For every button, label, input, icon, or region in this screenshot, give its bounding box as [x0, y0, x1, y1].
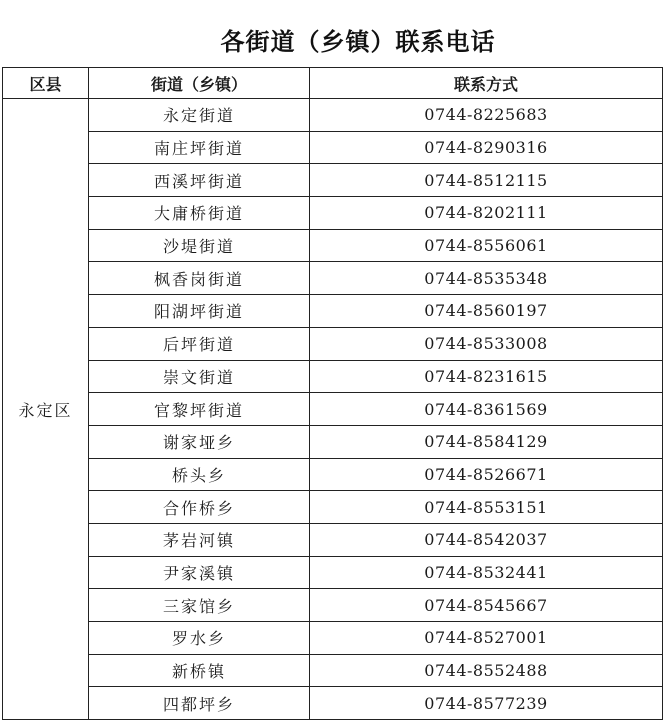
street-cell: 大庸桥街道	[89, 197, 310, 230]
table-row	[3, 229, 663, 262]
phone-cell: 0744-8231615	[310, 360, 663, 393]
phone-cell: 0744-8526671	[310, 458, 663, 491]
phone-cell: 0744-8577239	[310, 687, 663, 720]
street-cell: 谢家垭乡	[89, 425, 310, 458]
phone-cell: 0744-8552488	[310, 654, 663, 687]
phone-cell: 0744-8290316	[310, 131, 663, 164]
street-cell: 官黎坪街道	[89, 393, 310, 426]
phone-cell: 0744-8532441	[310, 556, 663, 589]
table-row	[3, 687, 663, 720]
street-cell: 茅岩河镇	[89, 523, 310, 556]
street-cell: 四都坪乡	[89, 687, 310, 720]
phone-cell: 0744-8202111	[310, 197, 663, 230]
table-row	[3, 262, 663, 295]
table-row	[3, 491, 663, 524]
street-cell: 崇文街道	[89, 360, 310, 393]
street-cell: 尹家溪镇	[89, 556, 310, 589]
table-row	[3, 589, 663, 622]
table-row	[3, 164, 663, 197]
table-header-row	[3, 68, 663, 99]
header-contact: 联系方式	[310, 68, 663, 99]
page-title: 各街道（乡镇）联系电话	[220, 28, 496, 56]
street-cell: 永定街道	[89, 99, 310, 132]
phone-cell: 0744-8527001	[310, 622, 663, 655]
table-row	[3, 622, 663, 655]
street-cell: 新桥镇	[89, 654, 310, 687]
table-row	[3, 654, 663, 687]
phone-cell: 0744-8361569	[310, 393, 663, 426]
street-cell: 合作桥乡	[89, 491, 310, 524]
header-district: 区县	[3, 68, 89, 99]
street-cell: 西溪坪街道	[89, 164, 310, 197]
table-row	[3, 99, 663, 132]
phone-cell: 0744-8556061	[310, 229, 663, 262]
table-row	[3, 425, 663, 458]
street-cell: 沙堤街道	[89, 229, 310, 262]
table-row	[3, 458, 663, 491]
street-cell: 罗水乡	[89, 622, 310, 655]
street-cell: 后坪街道	[89, 327, 310, 360]
street-cell: 枫香岗街道	[89, 262, 310, 295]
table-row	[3, 327, 663, 360]
phone-cell: 0744-8553151	[310, 491, 663, 524]
phone-cell: 0744-8535348	[310, 262, 663, 295]
table-row	[3, 556, 663, 589]
contact-table	[2, 67, 663, 720]
street-cell: 三家馆乡	[89, 589, 310, 622]
table-row	[3, 393, 663, 426]
street-cell: 桥头乡	[89, 458, 310, 491]
street-cell: 南庄坪街道	[89, 131, 310, 164]
district-cell: 永定区	[3, 99, 89, 720]
table-row	[3, 360, 663, 393]
table-row	[3, 131, 663, 164]
phone-cell: 0744-8225683	[310, 99, 663, 132]
phone-cell: 0744-8533008	[310, 327, 663, 360]
table-row	[3, 197, 663, 230]
street-cell: 阳湖坪街道	[89, 295, 310, 328]
phone-cell: 0744-8542037	[310, 523, 663, 556]
header-street: 街道（乡镇）	[89, 68, 310, 99]
phone-cell: 0744-8584129	[310, 425, 663, 458]
phone-cell: 0744-8512115	[310, 164, 663, 197]
phone-cell: 0744-8560197	[310, 295, 663, 328]
table-body	[3, 99, 663, 720]
table-row	[3, 523, 663, 556]
phone-cell: 0744-8545667	[310, 589, 663, 622]
table-row	[3, 295, 663, 328]
